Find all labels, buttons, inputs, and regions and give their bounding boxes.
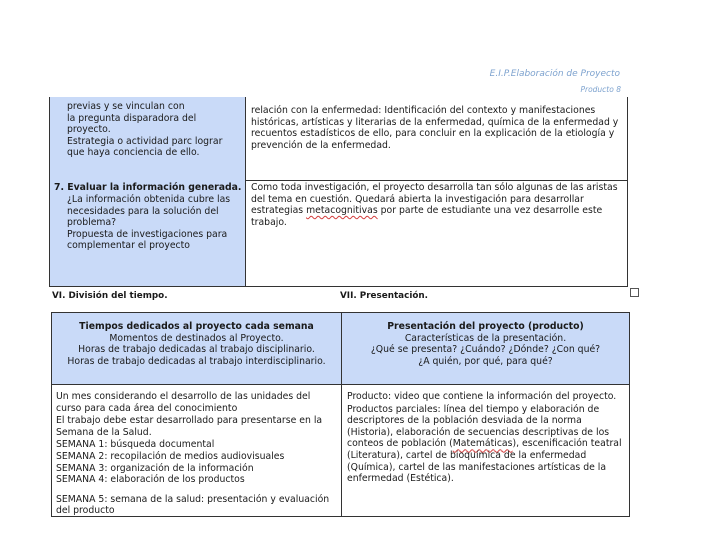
text-line: la pregunta disparadora del xyxy=(67,112,197,124)
text-run: ), escenificación teatral (Literatura), cartel de bioquímica de la enfermedad (Química), cartel de las manifestaciones artísticas de la enfermedad (Estética). xyxy=(347,438,622,485)
body-cell-presentation xyxy=(347,391,627,486)
text-run: por parte de estudiante una vez desarrolle este trabajo. xyxy=(251,205,603,228)
body-cell-time xyxy=(56,391,338,517)
text-line: Horas de trabajo dedicadas al trabajo disciplinario. xyxy=(78,344,315,356)
text-line: Características de la presentación. xyxy=(404,332,567,344)
week-item: SEMANA 2: recopilación de medios audiovisuales xyxy=(56,450,285,462)
text-line: Horas de trabajo dedicadas al trabajo interdisciplinario. xyxy=(67,355,326,367)
table-cell-right xyxy=(246,180,627,286)
spell-flagged-word: Matemáticas xyxy=(452,438,513,450)
table-row xyxy=(50,180,627,286)
text-run: Como toda investigación, el proyecto desarrolla tan sólo algunas de las aristas del tema en cuestión. Quedará abierta la investigación para desarrollar estrategias xyxy=(251,182,618,217)
text-paragraph: El trabajo debe estar desarrollado para presentarse en la Semana de la Salud. xyxy=(56,415,323,438)
cell-text: relación con la enfermedad: Identificación del contexto y manifestaciones históricas, artísticas y literarias de la enfermedad, química de la enfermedad y recuentos estadísticos de ello, para concluir en la explicación de la etiología y prevención de la enfermedad. xyxy=(251,105,619,151)
cell-text xyxy=(67,101,242,159)
table-cell-right xyxy=(246,97,627,180)
text-paragraph: Producto: video que contiene la información del proyecto. xyxy=(347,391,617,402)
section-heading-presentation: VII. Presentación. xyxy=(340,291,428,301)
text-line: ¿A quién, por qué, para qué? xyxy=(418,355,553,367)
cell-text xyxy=(251,182,623,228)
table-row xyxy=(50,97,627,181)
text-line: proyecto. xyxy=(67,124,111,136)
header-cell-title: Presentación del proyecto (producto) xyxy=(387,321,584,332)
time-presentation-table xyxy=(51,312,630,517)
week-item: SEMANA 4: elaboración de los productos xyxy=(56,474,245,486)
text-paragraph xyxy=(347,404,627,485)
text-line: previas y se vinculan con xyxy=(67,101,185,112)
cell-text xyxy=(67,194,242,252)
text-line: ¿La información obtenida cubre las xyxy=(67,194,231,205)
header-cell-title: Tiempos dedicados al proyecto cada semana xyxy=(79,321,314,332)
header-cell-time xyxy=(52,321,341,367)
text-paragraph: Un mes considerando el desarrollo de las unidades del curso para cada área del conocimiento xyxy=(56,391,311,414)
planning-table xyxy=(49,97,628,287)
text-line: que haya conciencia de ello. xyxy=(67,147,200,159)
week-item: SEMANA 5: semana de la salud: presentación y evaluación del producto xyxy=(56,493,330,517)
week-item: SEMANA 1: búsqueda documental xyxy=(56,439,215,451)
text-line: Momentos de destinados al Proyecto. xyxy=(109,332,284,344)
header-title: E.I.P.Elaboración de Proyecto xyxy=(489,69,620,79)
column-divider xyxy=(341,313,342,516)
text-line: complementar el proyecto xyxy=(67,240,190,252)
layout-marker-icon xyxy=(630,288,639,297)
text-run: Productos parciales: línea del tiempo y elaboración de descriptores de la población desviada de la norma (Historia), elaboración de secuencias descriptivas de los conteos de población ( xyxy=(347,403,610,450)
step-heading: 7. Evaluar la información generada. xyxy=(54,182,242,193)
table-cell-left xyxy=(50,97,246,180)
header-cell-presentation xyxy=(342,321,629,367)
table-cell-left xyxy=(50,180,246,286)
text-line: necesidades para la solución del xyxy=(67,205,219,217)
section-heading-time: VI. División del tiempo. xyxy=(52,291,168,301)
text-line: problema? xyxy=(67,217,117,229)
header-subtitle: Producto 8 xyxy=(580,85,621,94)
text-line: ¿Qué se presenta? ¿Cuándo? ¿Dónde? ¿Con qué? xyxy=(370,344,601,356)
week-item: SEMANA 3: organización de la información xyxy=(56,462,254,474)
spell-flagged-word: metacognitivas xyxy=(306,205,378,217)
text-line: Propuesta de investigaciones para xyxy=(67,228,228,240)
text-line: Estrategia o actividad parc lograr xyxy=(67,135,223,147)
